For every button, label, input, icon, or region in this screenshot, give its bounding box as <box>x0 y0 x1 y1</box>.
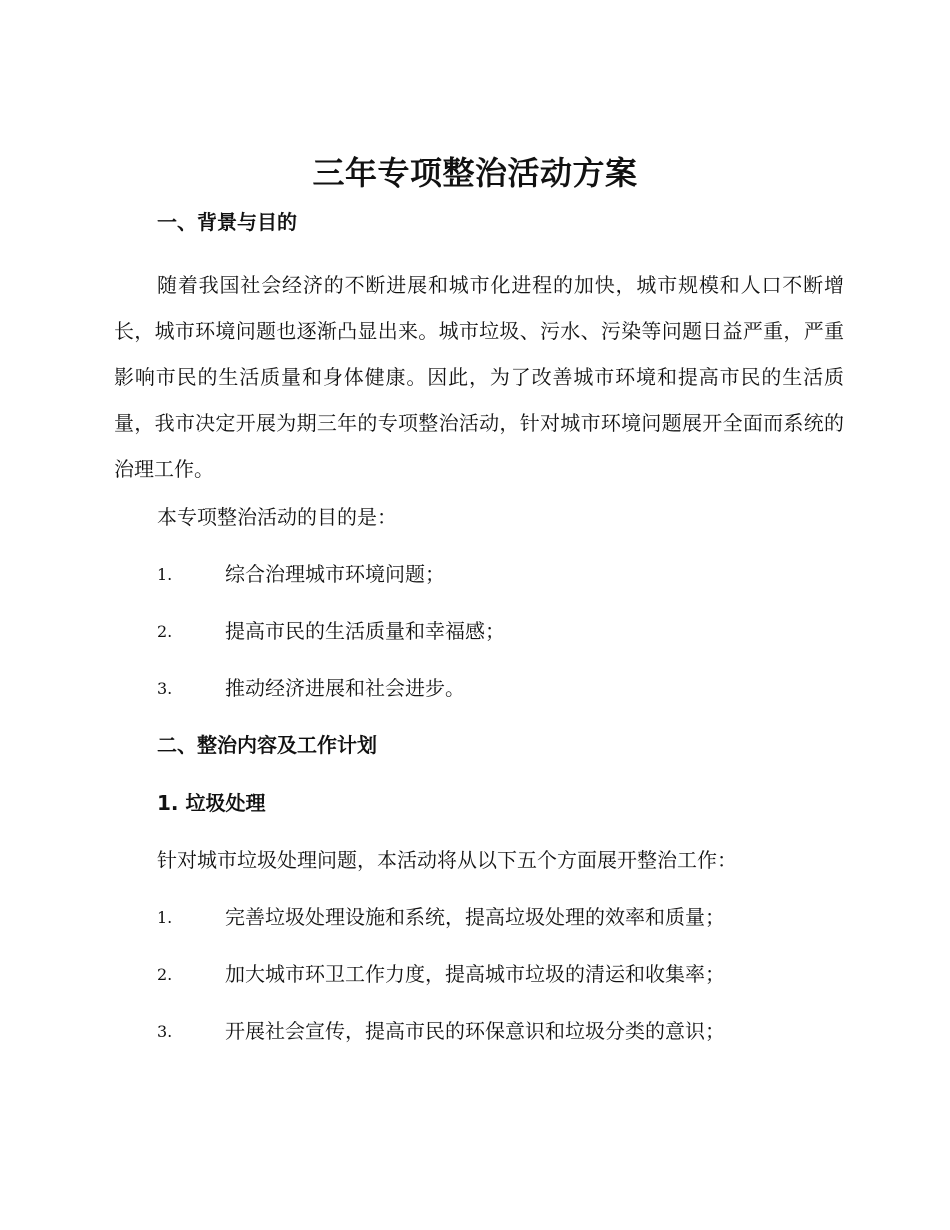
section-heading-content-plan: 二、整治内容及工作计划 <box>157 733 377 757</box>
list-number: 2. <box>157 965 173 984</box>
list-number: 3. <box>157 679 173 698</box>
garbage-intro: 针对城市垃圾处理问题，本活动将从以下五个方面展开整治工作： <box>157 848 737 872</box>
list-text: 开展社会宣传，提高市民的环保意识和垃圾分类的意识； <box>225 1019 725 1043</box>
document-title: 三年专项整治活动方案 <box>312 154 638 192</box>
list-text: 完善垃圾处理设施和系统，提高垃圾处理的效率和质量； <box>225 905 725 929</box>
goals-intro: 本专项整治活动的目的是： <box>157 505 397 529</box>
list-text: 综合治理城市环境问题； <box>225 562 445 586</box>
list-text: 提高市民的生活质量和幸福感； <box>225 619 505 643</box>
list-number: 3. <box>157 1022 173 1041</box>
section-heading-background: 一、背景与目的 <box>157 210 297 234</box>
list-number: 1. <box>157 908 173 927</box>
background-paragraph: 随着我国社会经济的不断进展和城市化进程的加快，城市规模和人口不断增长，城市环境问题也逐渐凸显出来。城市垃圾、污水、污染等问题日益严重，严重影响市民的生活质量和身体健康。因此，为了改善城市环境和提高市民的生活质量，我市决定开展为期三年的专项整治活动，针对城市环境问题展开全面而系统的治理工作。 <box>114 273 844 481</box>
list-text: 推动经济进展和社会进步。 <box>225 676 465 700</box>
list-number: 1. <box>157 565 173 584</box>
list-number: 2. <box>157 622 173 641</box>
subsection-heading-garbage: 1. 垃圾处理 <box>157 791 266 815</box>
list-text: 加大城市环卫工作力度，提高城市垃圾的清运和收集率； <box>225 962 725 986</box>
